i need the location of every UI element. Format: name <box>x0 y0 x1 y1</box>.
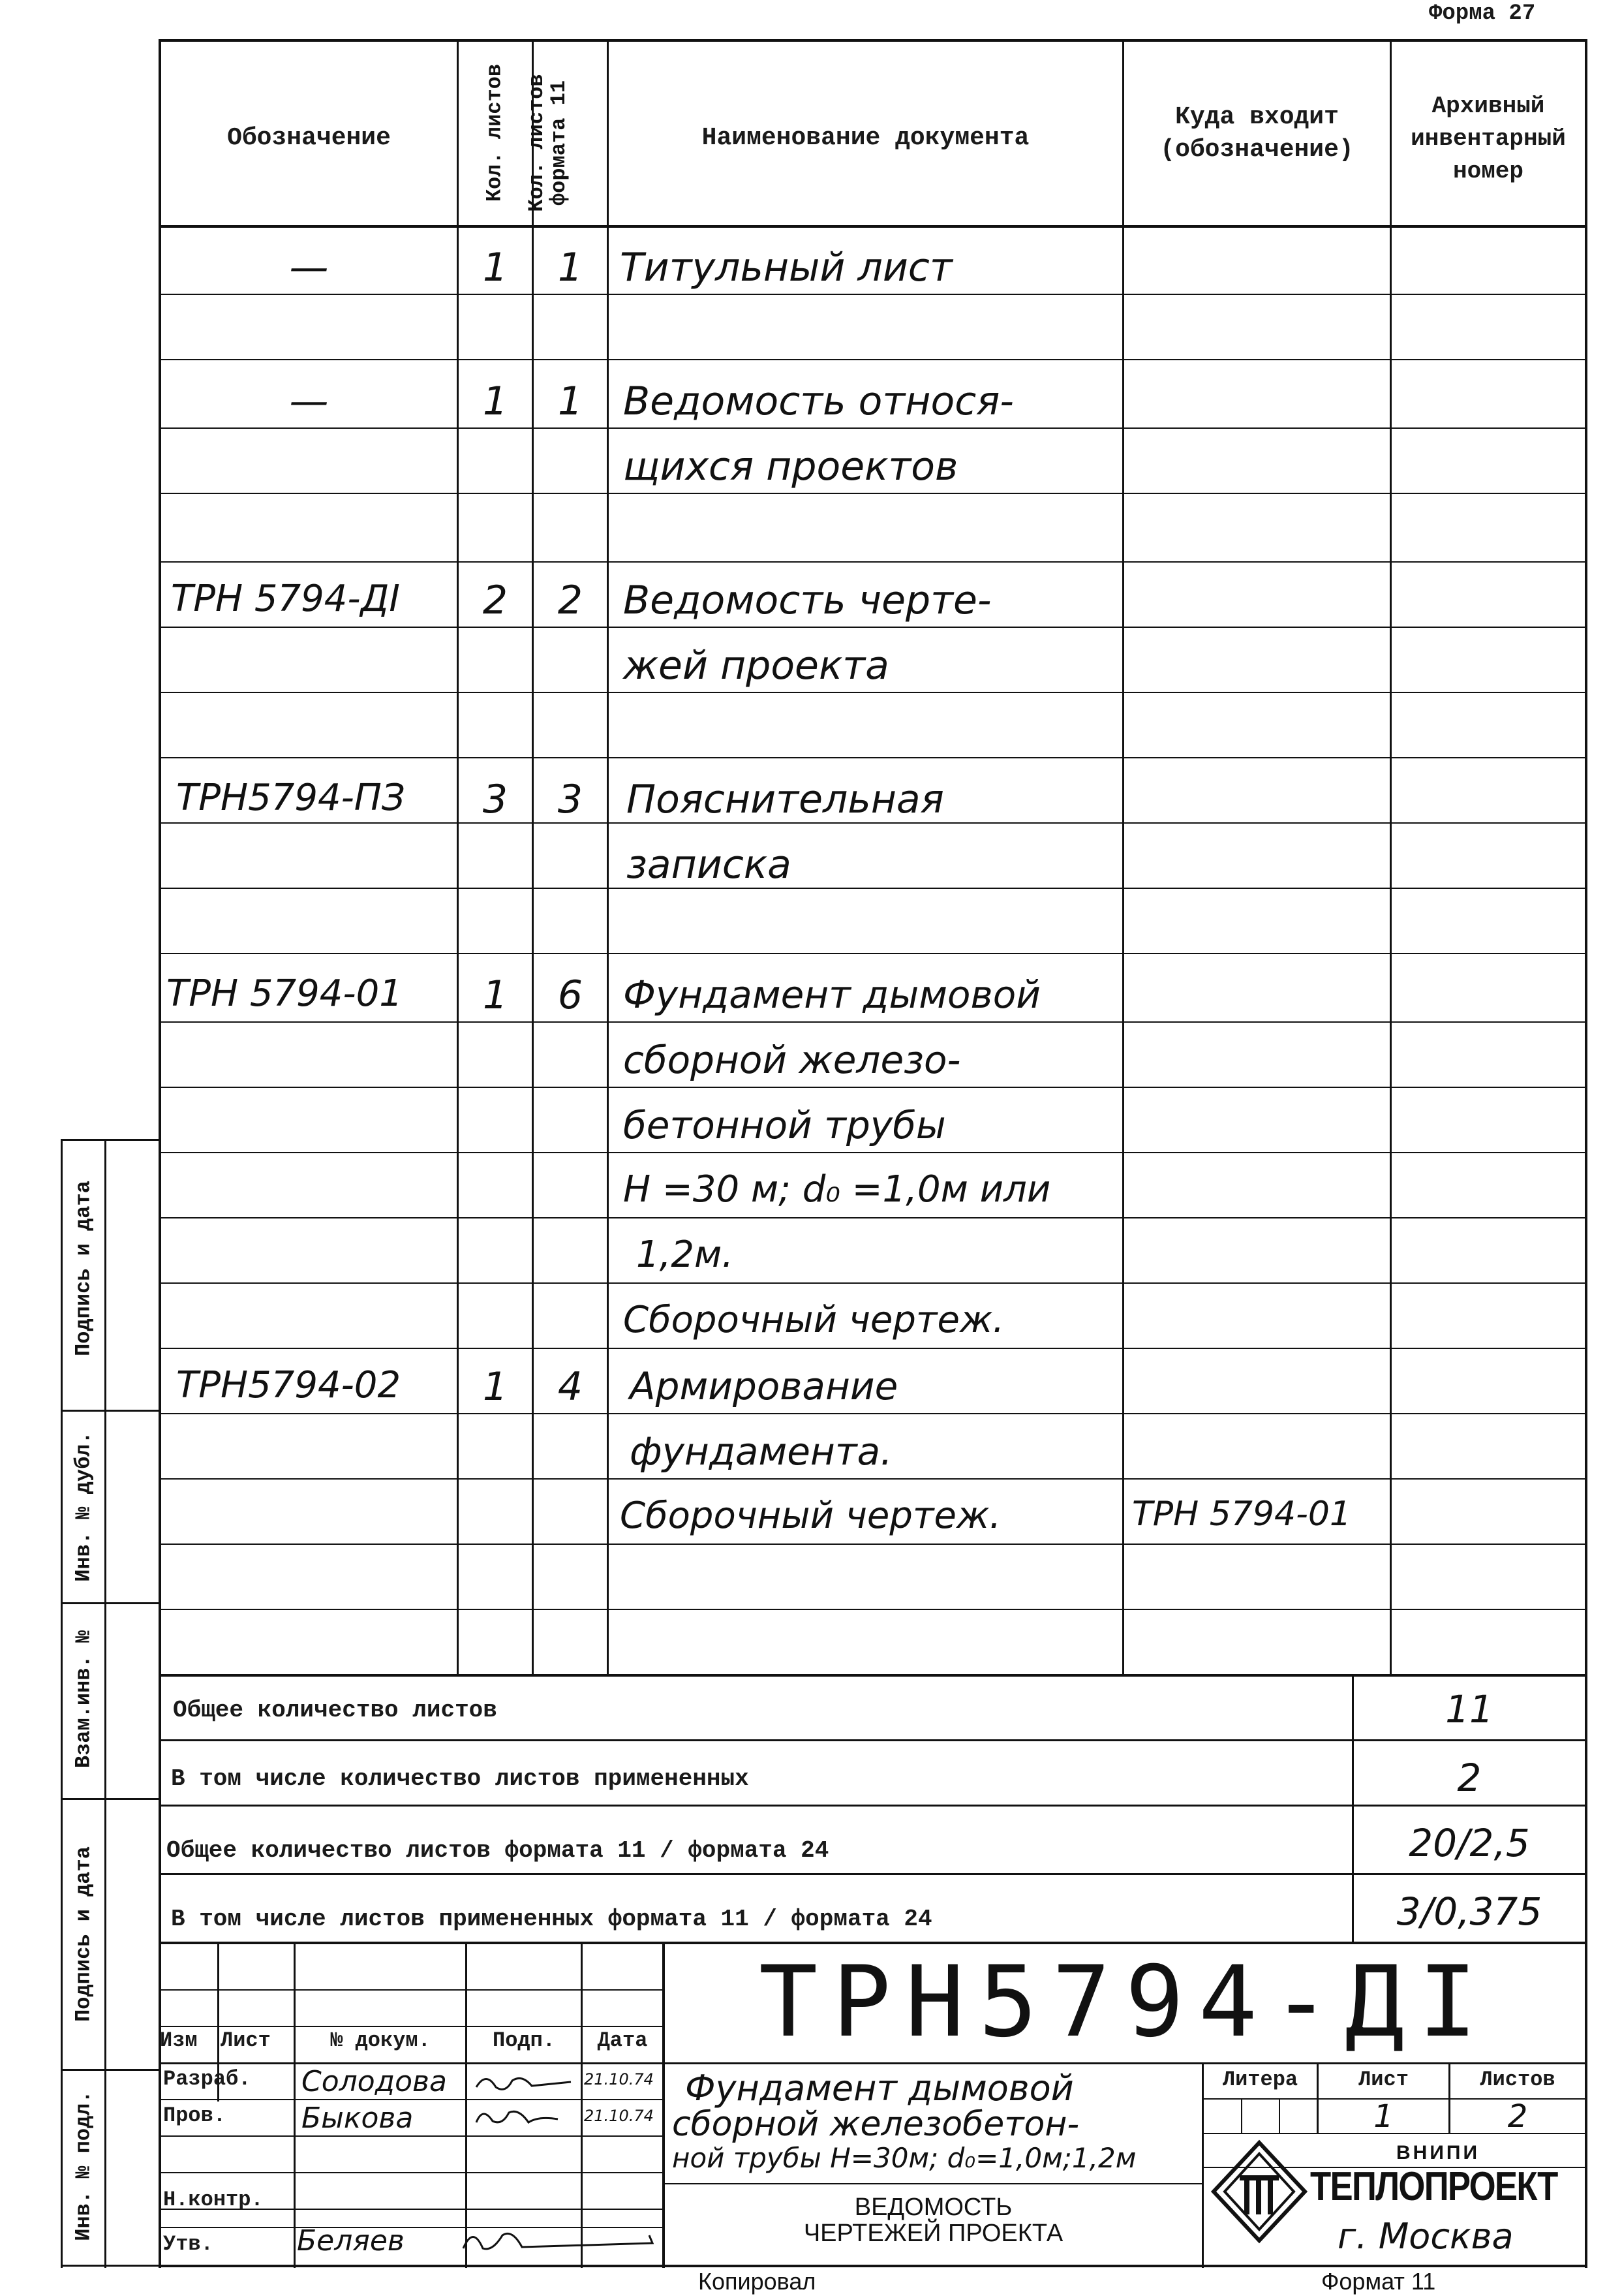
total-label: В том числе количество листов примененных <box>171 1765 749 1792</box>
tb-header-sign: Подп. <box>492 2028 555 2053</box>
total-value: 11 <box>1445 1687 1493 1731</box>
tb-doc-type: ВЕДОМОСТЬ ЧЕРТЕЖЕЙ ПРОЕКТА <box>803 2194 1063 2247</box>
tb-sheets-total: 2 <box>1507 2098 1528 2135</box>
row-sheets: 3 <box>482 777 508 822</box>
header-doc-name: Наименование документа <box>701 124 1030 152</box>
tb-city: г. Москва <box>1338 2216 1514 2257</box>
row-doc-name: 1,2м. <box>636 1233 734 1276</box>
header-sheets-count: Кол. листов <box>482 63 507 202</box>
signature-2 <box>473 2103 577 2132</box>
tb-role: Н.контр. <box>163 2188 264 2212</box>
row-doc-name: Ведомость черте- <box>623 578 992 623</box>
row-doc-name: Пояснительная <box>626 777 944 822</box>
tb-title-line: ной трубы Н=30м; d₀=1,0м;1,2м <box>672 2142 1137 2174</box>
row-doc-name: сборной железо- <box>623 1038 961 1082</box>
tb-name: Быкова <box>301 2102 414 2135</box>
row-doc-name: Н =30 м; d₀ =1,0м или <box>623 1168 1051 1211</box>
tb-header-date: Дата <box>597 2028 648 2053</box>
row-designation: ТРН5794-ПЗ <box>176 777 405 819</box>
total-label: Общее количество листов формата 11 / формата 24 <box>166 1837 829 1864</box>
footer-copied: Копировал <box>698 2268 816 2295</box>
row-format11: 1 <box>557 245 583 290</box>
tb-header-doc: № докум. <box>330 2028 431 2053</box>
side-stamp-signature-date: Подпись и дата <box>71 1181 96 1356</box>
total-value: 2 <box>1457 1756 1482 1800</box>
signature-3 <box>457 2222 659 2258</box>
total-value: 3/0,375 <box>1396 1889 1542 1934</box>
row-designation: — <box>289 245 329 290</box>
row-doc-name: щихся проектов <box>623 444 958 489</box>
tb-org-small: ВНИПИ <box>1396 2142 1480 2164</box>
tb-header-izm: Изм <box>160 2028 198 2053</box>
row-doc-name: Фундамент дымовой <box>623 972 1041 1017</box>
row-format11: 4 <box>557 1364 583 1410</box>
row-sheets: 1 <box>482 245 508 290</box>
row-format11: 3 <box>557 777 583 822</box>
row-doc-name: фундамента. <box>630 1429 893 1474</box>
row-doc-name: Армирование <box>630 1364 898 1408</box>
row-format11: 1 <box>557 379 583 424</box>
row-doc-name: жей проекта <box>623 643 889 689</box>
tb-title-line: Фундамент дымовой <box>685 2068 1074 2109</box>
side-stamp-dup-inv: Инв. № дубл. <box>71 1431 96 1582</box>
row-sheets: 1 <box>482 972 508 1018</box>
row-format11: 2 <box>557 578 583 623</box>
signature-1 <box>473 2068 577 2097</box>
row-sheets: 2 <box>482 578 508 623</box>
tb-date: 21.10.74 <box>584 2107 654 2125</box>
tb-sheet-no: 1 <box>1373 2098 1394 2135</box>
total-label: Общее количество листов <box>173 1697 497 1724</box>
row-designation: ТРН5794-02 <box>176 1364 401 1406</box>
header-goes-into: Куда входит (обозначение) <box>1160 103 1354 164</box>
row-designation: ТРН 5794-ДI <box>171 578 400 620</box>
title-block-code: ТРН5794-ДI <box>758 1945 1492 2059</box>
row-goes-into: ТРН 5794-01 <box>1132 1495 1352 1534</box>
header-designation: Обозначение <box>227 124 391 152</box>
side-stamp-replace-inv: Взам.инв. № <box>71 1630 96 1769</box>
row-sheets: 1 <box>482 379 508 424</box>
row-doc-name: Сборочный чертеж. <box>623 1299 1005 1341</box>
tb-sheets: Листов <box>1480 2068 1555 2092</box>
side-stamp-original-inv: Инв. № подл. <box>71 2090 96 2241</box>
row-doc-name: записка <box>626 842 791 888</box>
tb-role: Утв. <box>163 2232 213 2256</box>
row-sheets: 1 <box>482 1364 508 1410</box>
teploproekt-logo-icon <box>1210 2139 1308 2247</box>
tb-title-line: сборной железобетон- <box>672 2105 1080 2144</box>
footer-format: Формат 11 <box>1321 2268 1436 2295</box>
header-archive-number: Архивный инвентарный номер <box>1411 93 1566 185</box>
tb-sheet: Лист <box>1358 2068 1409 2092</box>
tb-header-list: Лист <box>221 2028 271 2053</box>
header-sheets-format11: Кол. листов формата 11 <box>525 74 571 212</box>
tb-role: Разраб. <box>163 2067 251 2091</box>
form-label: Форма 27 <box>1429 1 1536 26</box>
row-doc-name: Титульный лист <box>620 245 953 290</box>
total-value: 20/2,5 <box>1409 1821 1530 1865</box>
side-stamp-signature-date-2: Подпись и дата <box>71 1846 96 2022</box>
total-label: В том числе листов примененных формата 11 / формата 24 <box>171 1906 932 1932</box>
row-doc-name: Ведомость относя- <box>623 379 1014 424</box>
row-designation: — <box>289 379 329 424</box>
row-doc-name: Сборочный чертеж. <box>620 1495 1002 1537</box>
tb-role: Пров. <box>163 2103 226 2128</box>
tb-name: Беляев <box>297 2224 405 2257</box>
tb-name: Солодова <box>301 2065 447 2098</box>
tb-org: ТЕПЛОПРОЕКТ <box>1310 2164 1557 2209</box>
row-doc-name: бетонной трубы <box>623 1103 946 1147</box>
tb-litera: Литера <box>1222 2068 1298 2092</box>
row-designation: ТРН 5794-01 <box>166 972 403 1015</box>
row-format11: 6 <box>557 972 583 1018</box>
tb-date: 21.10.74 <box>584 2070 654 2088</box>
